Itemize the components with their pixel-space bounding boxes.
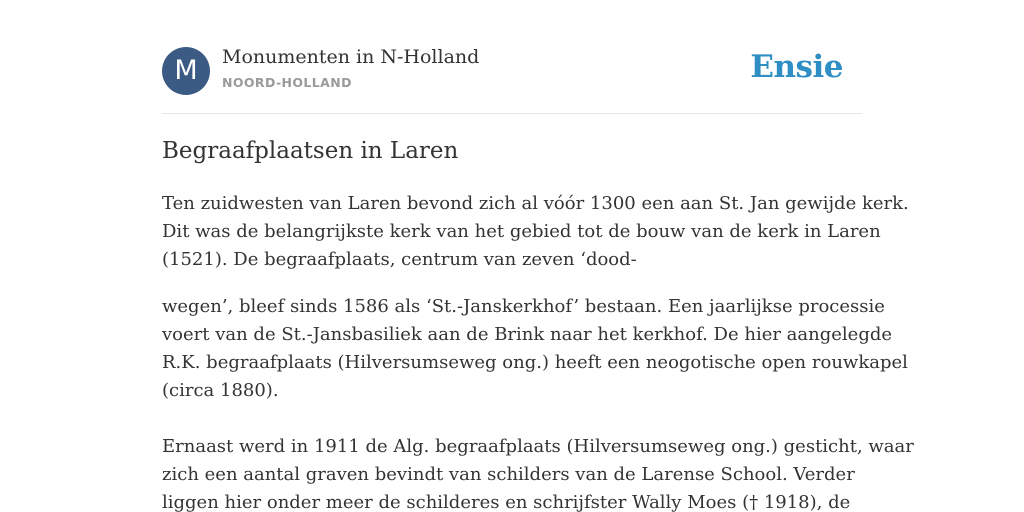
text-line: liggen hier onder meer de schilderes en schrijfster Wally Moes († 1918), de — [162, 492, 851, 512]
source-region: NOORD-HOLLAND — [222, 75, 352, 90]
ensie-logo[interactable]: Ensie — [750, 49, 843, 85]
article-paragraph — [162, 293, 908, 405]
article-paragraph — [162, 433, 914, 512]
text-line: (1521). De begraafplaats, centrum van zeven ‘dood- — [162, 249, 637, 270]
text-line: Ten zuidwesten van Laren bevond zich al vóór 1300 een aan St. Jan gewijde kerk. — [162, 193, 909, 214]
article-paragraph — [162, 190, 909, 274]
text-line: zich een aantal graven bevindt van schilders van de Larense School. Verder — [162, 464, 855, 485]
text-line: R.K. begraafplaats (Hilversumseweg ong.) heeft een neogotische open rouwkapel — [162, 352, 908, 373]
source-avatar[interactable]: M — [162, 47, 210, 95]
text-line: Ernaast werd in 1911 de Alg. begraafplaats (Hilversumseweg ong.) gesticht, waar — [162, 436, 914, 457]
source-header — [162, 47, 862, 114]
source-title[interactable]: Monumenten in N-Holland — [222, 46, 480, 68]
text-line: Dit was de belangrijkste kerk van het gebied tot de bouw van de kerk in Laren — [162, 221, 881, 242]
text-line: (circa 1880). — [162, 380, 279, 401]
article-title: Begraafplaatsen in Laren — [162, 138, 459, 164]
text-line: wegen’, bleef sinds 1586 als ‘St.-Janskerkhof’ bestaan. Een jaarlijkse processie — [162, 296, 885, 317]
text-line: voert van de St.-Jansbasiliek aan de Brink naar het kerkhof. De hier aangelegde — [162, 324, 893, 345]
